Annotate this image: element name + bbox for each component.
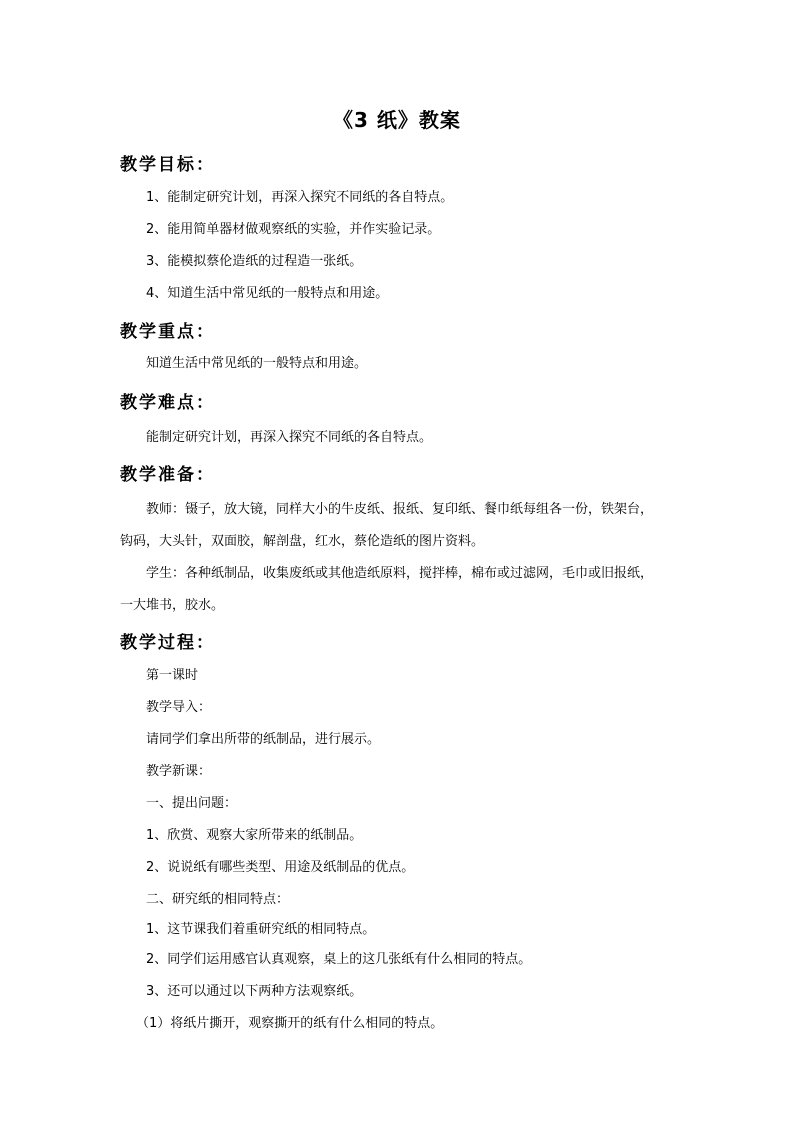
process-line: 教学导入： (146, 700, 212, 715)
goal-item: 2、能用简单器材做观察纸的实验，并作实验记录。 (146, 222, 441, 237)
student-materials-line: 一大堆书，胶水。 (120, 598, 225, 613)
key-points-text: 知道生活中常见纸的一般特点和用途。 (146, 356, 368, 371)
teacher-materials-line: 钩码，大头针，双面胶，解剖盘，红水，蔡伦造纸的图片资料。 (120, 534, 485, 549)
process-line: 请同学们拿出所带的纸制品，进行展示。 (146, 732, 381, 747)
process-line: 2、同学们运用感官认真观察，桌上的这几张纸有什么相同的特点。 (146, 952, 532, 967)
process-line: 1、这节课我们着重研究纸的相同特点。 (146, 922, 376, 937)
teacher-materials-line: 教师：镊子，放大镜，同样大小的牛皮纸、报纸、复印纸、餐巾纸每组各一份，铁架台， (146, 502, 654, 517)
process-line: （1）将纸片撕开，观察撕开的纸有什么相同的特点。 (136, 1016, 444, 1031)
goal-item: 4、知道生活中常见纸的一般特点和用途。 (146, 286, 389, 301)
process-line: 第一课时 (146, 668, 199, 683)
goal-item: 3、能模拟蔡伦造纸的过程造一张纸。 (146, 254, 363, 269)
process-line: 一、提出问题： (146, 796, 238, 811)
goal-item: 1、能制定研究计划，再深入探究不同纸的各自特点。 (146, 190, 454, 205)
process-line: 2、说说纸有哪些类型、用途及纸制品的优点。 (146, 860, 415, 875)
heading-preparation: 教学准备： (120, 465, 215, 485)
process-line: 二、研究纸的相同特点： (146, 892, 290, 907)
difficulties-text: 能制定研究计划，再深入探究不同纸的各自特点。 (146, 430, 433, 445)
process-line: 1、欣赏、观察大家所带来的纸制品。 (146, 828, 363, 843)
process-line: 3、还可以通过以下两种方法观察纸。 (146, 984, 363, 999)
student-materials-line: 学生：各种纸制品，收集废纸或其他造纸原料，搅拌棒，棉布或过滤网，毛巾或旧报纸， (146, 566, 654, 581)
heading-difficulties: 教学难点： (120, 393, 215, 413)
heading-key-points: 教学重点： (120, 322, 215, 342)
heading-teaching-goals: 教学目标： (120, 155, 215, 175)
process-line: 教学新课： (146, 764, 212, 779)
document-title: 《3 纸》教案 (333, 108, 461, 132)
heading-process: 教学过程： (120, 633, 215, 653)
